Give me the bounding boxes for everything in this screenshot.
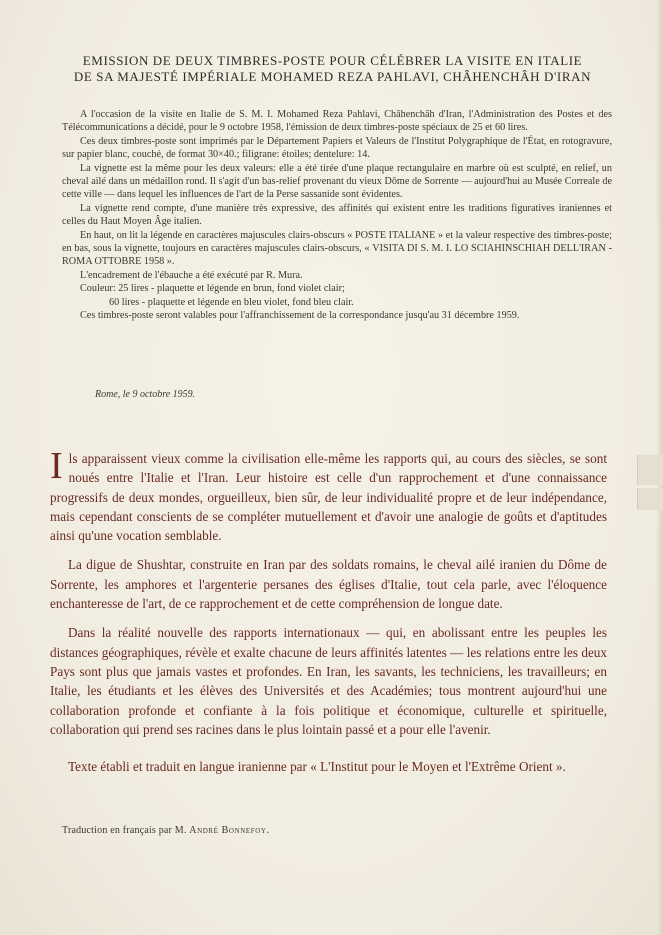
title-line-2: DE SA MAJESTÉ IMPÉRIALE MOHAMED REZA PAHLAVI, CHÂHENCHÂH D'IRAN [73,69,592,84]
translator-name: André Bonnefoy. [189,825,270,836]
essay-paragraph-text: ls apparaissent vieux comme la civilisation elle-même les rapports qui, au cours des siècles, se sont noués entre l'Italie et l'Iran. Leur histoire est celle d'un rapprochement et d'une connaissance progressifs de deux mondes, orgueilleux, bien sûr, de leur individualité propre et de leur indépendance, mais cependant conscients de se compléter mutuellement et d'avoir une analogie de goûts et d'aptitudes ainsi qu'une vocation semblable. [50,451,607,544]
essay-paragraph [50,445,607,545]
notice-paragraph: La vignette rend compte, d'une manière très expressive, des affinités qui existent entre les traditions figuratives iraniennes et celles du Haut Moyen Âge italien. [62,202,612,228]
stamp-notice [62,108,612,323]
essay-paragraph: Texte établi et traduit en langue iranienne par « L'Institut pour le Moyen et l'Extrême Orient ». [68,759,566,775]
notice-paragraph: A l'occasion de la visite en Italie de S. M. I. Mohamed Reza Pahlavi, Châhenchâh d'Iran, l'Administration des Postes et des Télécommunications a décidé, pour le 9 octobre 1958, l'émission de deux timbres-poste spéciaux de 25 et 60 lires. [62,109,612,134]
notice-paragraph: Couleur: 25 lires - plaquette et légende en brun, fond violet clair; [80,283,345,295]
notice-paragraph: 60 lires - plaquette et légende en bleu violet, fond bleu clair. [109,296,354,308]
translation-credit [62,825,270,836]
essay-paragraph: La digue de Shushtar, construite en Iran par des soldats romains, le cheval ailé iranien du Dôme de Sorrente, les amphores et l'argenterie persanes des églises d'Italie, tout cela parle, avec l'éloquence enchanteresse de l'art, de ce rapprochement et de cette compréhension de longue date. [50,557,607,612]
title-line-1: EMISSION DE DEUX TIMBRES-POSTE POUR CÉLÉBRER LA VISITE EN ITALIE [82,53,583,68]
document-title [40,53,625,85]
notice-paragraph: La vignette est la même pour les deux valeurs: elle a été tirée d'une plaque rectangulaire en marbre où est sculpté, en relief, un cheval ailé dans un médaillon rond. Il s'agit d'un bas-relief provenant du vieux Dôme de Sorrente — aujourd'hui au Musée Correale de cette ville — dans lequel les influences de l'art de la Perse sassanide sont évidentes. [62,162,612,201]
notice-paragraph: Ces timbres-poste seront valables pour l'affranchissement de la correspondance jusqu'au 31 décembre 1959. [80,310,520,322]
essay-paragraph: Dans la réalité nouvelle des rapports internationaux — qui, en abolissant entre les peuples les distances géographiques, révèle et exalte chacune de leurs affinités latentes — les relations entre les deux Pays sont plus que jamais vastes et profondes. En Iran, les savants, les techniciens, les travailleurs; en Italie, les étudiants et les élèves des Universités et des Académies; tous montrent aujourd'hui une collaboration profonde et confiante à la fois politique et économique, culturelle et spirituelle, collaboration qui prend ses racines dans le plus lointain passé et a pour elle l'avenir. [50,625,607,737]
date-signature: Rome, le 9 octobre 1959. [95,389,196,400]
notice-paragraph: En haut, on lit la légende en caractères majuscules clairs-obscurs « POSTE ITALIANE » et la valeur respective des timbres-poste; en bas, sous la vignette, toujours en caractères majuscules clairs-obscurs, « VISITA DI S. M. I. LO SCIAHINSCHIAH DELL'IRAN - ROMA OTTOBRE 1958 ». [62,229,612,268]
notice-paragraph: Ces deux timbres-poste sont imprimés par le Département Papiers et Valeurs de l'Institut Polygraphique de l'État, en rotogravure, sur papier blanc, couché, de format 30×40.; filigrane: étoiles; dentelure: 14. [62,135,612,161]
essay-text [50,445,607,776]
credit-prefix: Traduction en français par M. [62,825,187,836]
drop-cap: I [50,445,63,487]
notice-paragraph: L'encadrement de l'ébauche a été exécuté par R. Mura. [80,269,303,281]
page-tab-mark [637,455,663,485]
page-tab-mark [637,488,663,510]
